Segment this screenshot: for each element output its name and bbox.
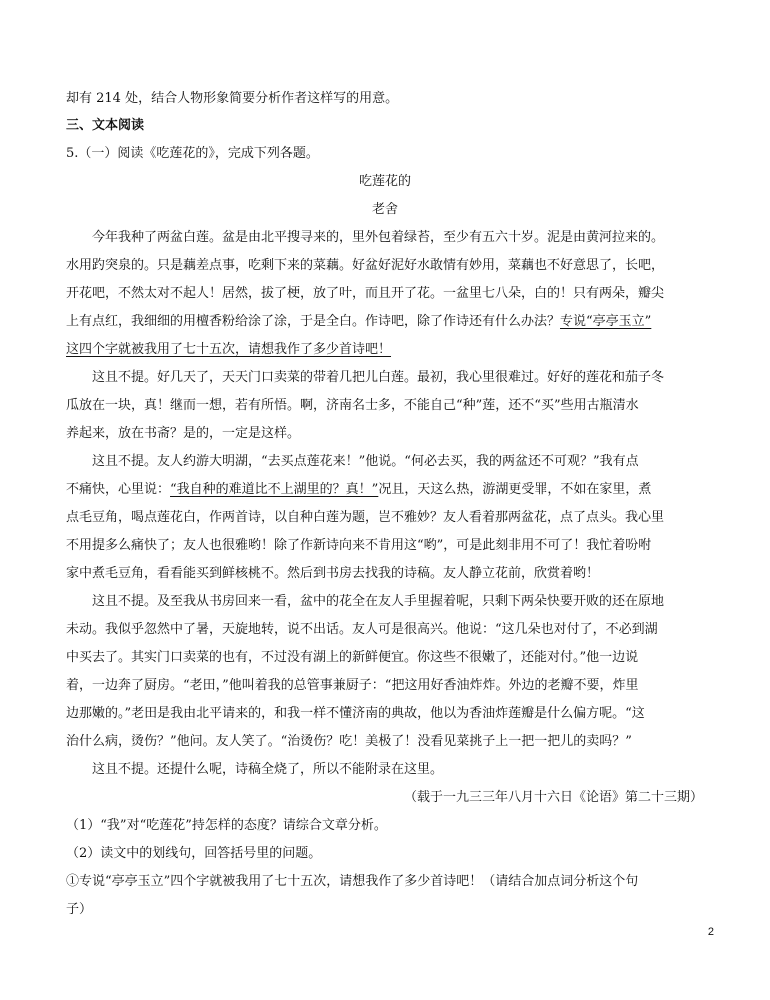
paragraph-1-line-2: 水用趵突泉的。只是藕差点事，吃剩下来的菜藕。好盆好泥好水敢情有妙用，菜藕也不好意思了，长吧， <box>66 258 665 273</box>
paragraph-4-line-2: 未动。我似乎忽然中了暑，天旋地转，说不出话。友人可是很高兴。他说：“这几朵也对付了，不必到湖 <box>66 622 658 637</box>
underlined-sentence-1-start: 专说“亭亭玉立” <box>560 314 652 329</box>
paragraph-3-line-2 <box>66 481 706 499</box>
underlined-sentence-2: “我自种的难道比不上湖里的？真！” <box>170 482 379 497</box>
paragraph-3-line-2-post: 况且，天这么热，游湖更受罪，不如在家里，煮 <box>378 482 652 497</box>
article-title: 吃莲花的 <box>358 174 411 189</box>
sub-question-2-1-line-2: 子） <box>66 902 93 917</box>
paragraph-1-line-3: 开花吧，不然太对不起人！居然，拔了梗，放了叶，而且开了花。一盆里七八朵，白的！只有两朵，瓣尖 <box>66 286 665 301</box>
paragraph-3-line-2-pre: 不痛快，心里说： <box>66 482 171 497</box>
paragraph-1-line-4-text: 上有点红，我细细的用檀香粉给涂了涂，于是全白。作诗吧，除了作诗还有什么办法？ <box>66 314 561 329</box>
sub-question-2: （2）读文中的划线句，回答括号里的问题。 <box>66 846 322 861</box>
section-heading: 三、文本阅读 <box>66 118 145 133</box>
page-number: 2 <box>707 926 714 938</box>
paragraph-3-line-5: 家中煮毛豆角，看看能买到鲜核桃不。然后到书房去找我的诗稿。友人静立花前，欣赏着哟！ <box>66 566 600 581</box>
paragraph-3-line-4: 不用提多么痛快了；友人也很雅哟！除了作新诗向来不肯用这“哟”，可是此刻非用不可了！我忙着吩咐 <box>66 538 652 553</box>
sub-question-2-1-line-1: ①专说“亭亭玉立”四个字就被我用了七十五次，请想我作了多少首诗吧！（请结合加点词分析这个句 <box>66 874 639 889</box>
question-intro: 5.（一）阅读《吃莲花的》，完成下列各题。 <box>66 146 319 161</box>
paragraph-4-line-3: 中买去了。其实门口卖菜的也有，不过没有湖上的新鲜便宜。你这些不很嫩了，还能对付。”他一边说 <box>66 650 639 665</box>
paragraph-4-line-1: 这且不提。及至我从书房回来一看，盆中的花全在友人手里握着呢，只剩下两朵快要开败的还在原地 <box>92 594 665 609</box>
paragraph-3-line-1: 这且不提。友人约游大明湖，“去买点莲花来！”他说。“何必去买，我的两盆还不可观？”我有点 <box>92 454 639 469</box>
paragraph-2-line-3: 养起来，放在书斋？是的，一定是这样。 <box>66 426 301 441</box>
paragraph-1-line-5 <box>66 341 706 359</box>
paragraph-1-line-4 <box>66 313 706 331</box>
paragraph-4-line-5: 边那嫩的。”老田是我由北平请来的，和我一样不懂济南的典故，他以为香油炸莲瓣是什么偏方呢。“这 <box>66 706 645 721</box>
article-author: 老舍 <box>371 202 398 217</box>
paragraph-3-line-3: 点毛豆角，喝点莲花白，作两首诗，以自种白莲为题，岂不雅妙？友人看着那两盆花，点了点头。我心里 <box>66 510 665 525</box>
underlined-sentence-1-end: 这四个字就被我用了七十五次，请想我作了多少首诗吧！ <box>66 342 392 357</box>
paragraph-4-line-6: 治什么病，烫伤？”他问。友人笑了。“治烫伤？吃！美极了！没看见菜挑子上一把一把儿的卖吗？” <box>66 734 632 749</box>
sub-question-1: （1）“我”对“吃莲花”持怎样的态度？请综合文章分析。 <box>66 818 387 833</box>
paragraph-2-line-1: 这且不提。好几天了，天天门口卖菜的带着几把儿白莲。最初，我心里很难过。好好的莲花和茄子冬 <box>92 370 665 385</box>
paragraph-2-line-2: 瓜放在一块，真！继而一想，若有所悟。啊，济南名士多，不能自己“种”莲，还不“买”些用古瓶清水 <box>66 398 639 413</box>
paragraph-1-line-1: 今年我种了两盆白莲。盆是由北平搜寻来的，里外包着绿苔，至少有五六十岁。泥是由黄河拉来的。 <box>92 230 665 245</box>
paragraph-4-line-4: 着，一边奔了厨房。“老田，”他叫着我的总管事兼厨子：“把这用好香油炸炸。外边的老瓣不要，炸里 <box>66 678 639 693</box>
paragraph-5-line-1: 这且不提。还提什么呢，诗稿全烧了，所以不能附录在这里。 <box>92 762 444 777</box>
article-source: （载于一九三三年八月十六日《论语》第二十三期） <box>403 790 703 805</box>
previous-question-tail: 却有 214 处，结合人物形象简要分析作者这样写的用意。 <box>66 91 399 106</box>
